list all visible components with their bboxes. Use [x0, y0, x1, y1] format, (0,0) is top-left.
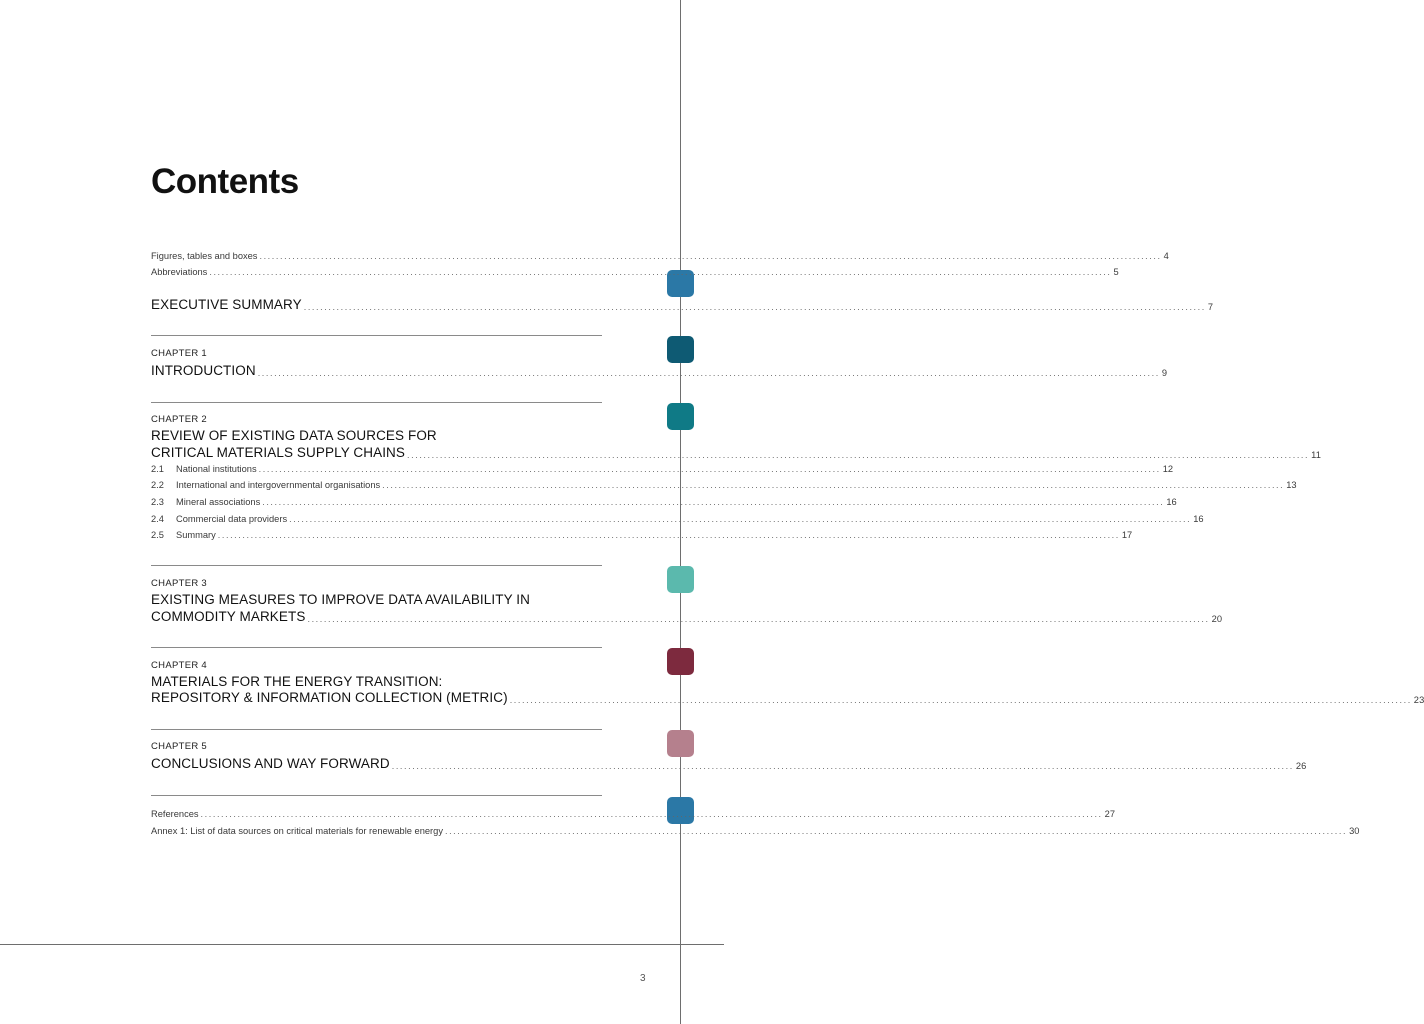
- chapter-5-label: CHAPTER 5: [151, 741, 208, 752]
- toc-entry-chapter-1[interactable]: INTRODUCTION ............................................................................................................................................................................................................................ 9: [151, 363, 1168, 378]
- chapter-tab-2[interactable]: [667, 403, 694, 430]
- section-divider: [151, 335, 602, 336]
- toc-entry-section-2-2[interactable]: 2.2 International and intergovernmental organisations ............................................................................................................................................................................................................................ 13: [151, 480, 1297, 490]
- page-number: 3: [640, 973, 646, 984]
- section-divider: [151, 647, 602, 648]
- toc-entry-chapter-5[interactable]: CONCLUSIONS AND WAY FORWARD ............................................................................................................................................................................................................................ 26: [151, 756, 1307, 771]
- section-divider: [151, 565, 602, 566]
- toc-entry-chapter-4[interactable]: REPOSITORY & INFORMATION COLLECTION (METRIC) ............................................................................................................................................................................................................................ 23: [151, 690, 1424, 705]
- chapter-1-label: CHAPTER 1: [151, 348, 208, 359]
- chapter-tab-4[interactable]: [667, 648, 694, 675]
- toc-entry-executive-summary[interactable]: EXECUTIVE SUMMARY ............................................................................................................................................................................................................................ 7: [151, 297, 1214, 312]
- toc-entry-references[interactable]: References ............................................................................................................................................................................................................................ 27: [151, 809, 1115, 819]
- chapter-2-label: CHAPTER 2: [151, 414, 208, 425]
- page-title: Contents: [151, 162, 299, 201]
- toc-entry-chapter-3[interactable]: COMMODITY MARKETS ............................................................................................................................................................................................................................ 20: [151, 609, 1223, 624]
- chapter-tab-1[interactable]: [667, 336, 694, 363]
- toc-entry-section-2-3[interactable]: 2.3 Mineral associations ............................................................................................................................................................................................................................ 16: [151, 497, 1177, 507]
- chapter-3-label: CHAPTER 3: [151, 578, 208, 589]
- toc-entry-abbreviations[interactable]: Abbreviations ............................................................................................................................................................................................................................ 5: [151, 267, 1119, 277]
- toc-entry-section-2-4[interactable]: 2.4 Commercial data providers ............................................................................................................................................................................................................................ 16: [151, 514, 1204, 524]
- toc-entry-chapter-2[interactable]: CRITICAL MATERIALS SUPPLY CHAINS ............................................................................................................................................................................................................................ 11: [151, 445, 1321, 460]
- chapter-4-label: CHAPTER 4: [151, 660, 208, 671]
- chapter-2-title-line1: REVIEW OF EXISTING DATA SOURCES FOR: [151, 428, 437, 443]
- toc-entry-section-2-1[interactable]: 2.1 National institutions ............................................................................................................................................................................................................................ 12: [151, 464, 1174, 474]
- margin-vertical-rule: [680, 0, 681, 1024]
- chapter-tab-5[interactable]: [667, 730, 694, 757]
- chapter-tab-3[interactable]: [667, 566, 694, 593]
- chapter-3-title-line1: EXISTING MEASURES TO IMPROVE DATA AVAILABILITY IN: [151, 592, 531, 607]
- chapter-4-title-line1: MATERIALS FOR THE ENERGY TRANSITION:: [151, 674, 443, 689]
- section-divider: [151, 795, 602, 796]
- section-divider: [151, 402, 602, 403]
- footer-horizontal-rule: [0, 944, 724, 945]
- section-divider: [151, 729, 602, 730]
- toc-entry-figures[interactable]: Figures, tables and boxes ............................................................................................................................................................................................................................ 4: [151, 251, 1169, 261]
- toc-entry-annex-1[interactable]: Annex 1: List of data sources on critical materials for renewable energy ............................................................................................................................................................................................................................ 30: [151, 826, 1360, 836]
- toc-entry-section-2-5[interactable]: 2.5 Summary ............................................................................................................................................................................................................................ 17: [151, 530, 1133, 540]
